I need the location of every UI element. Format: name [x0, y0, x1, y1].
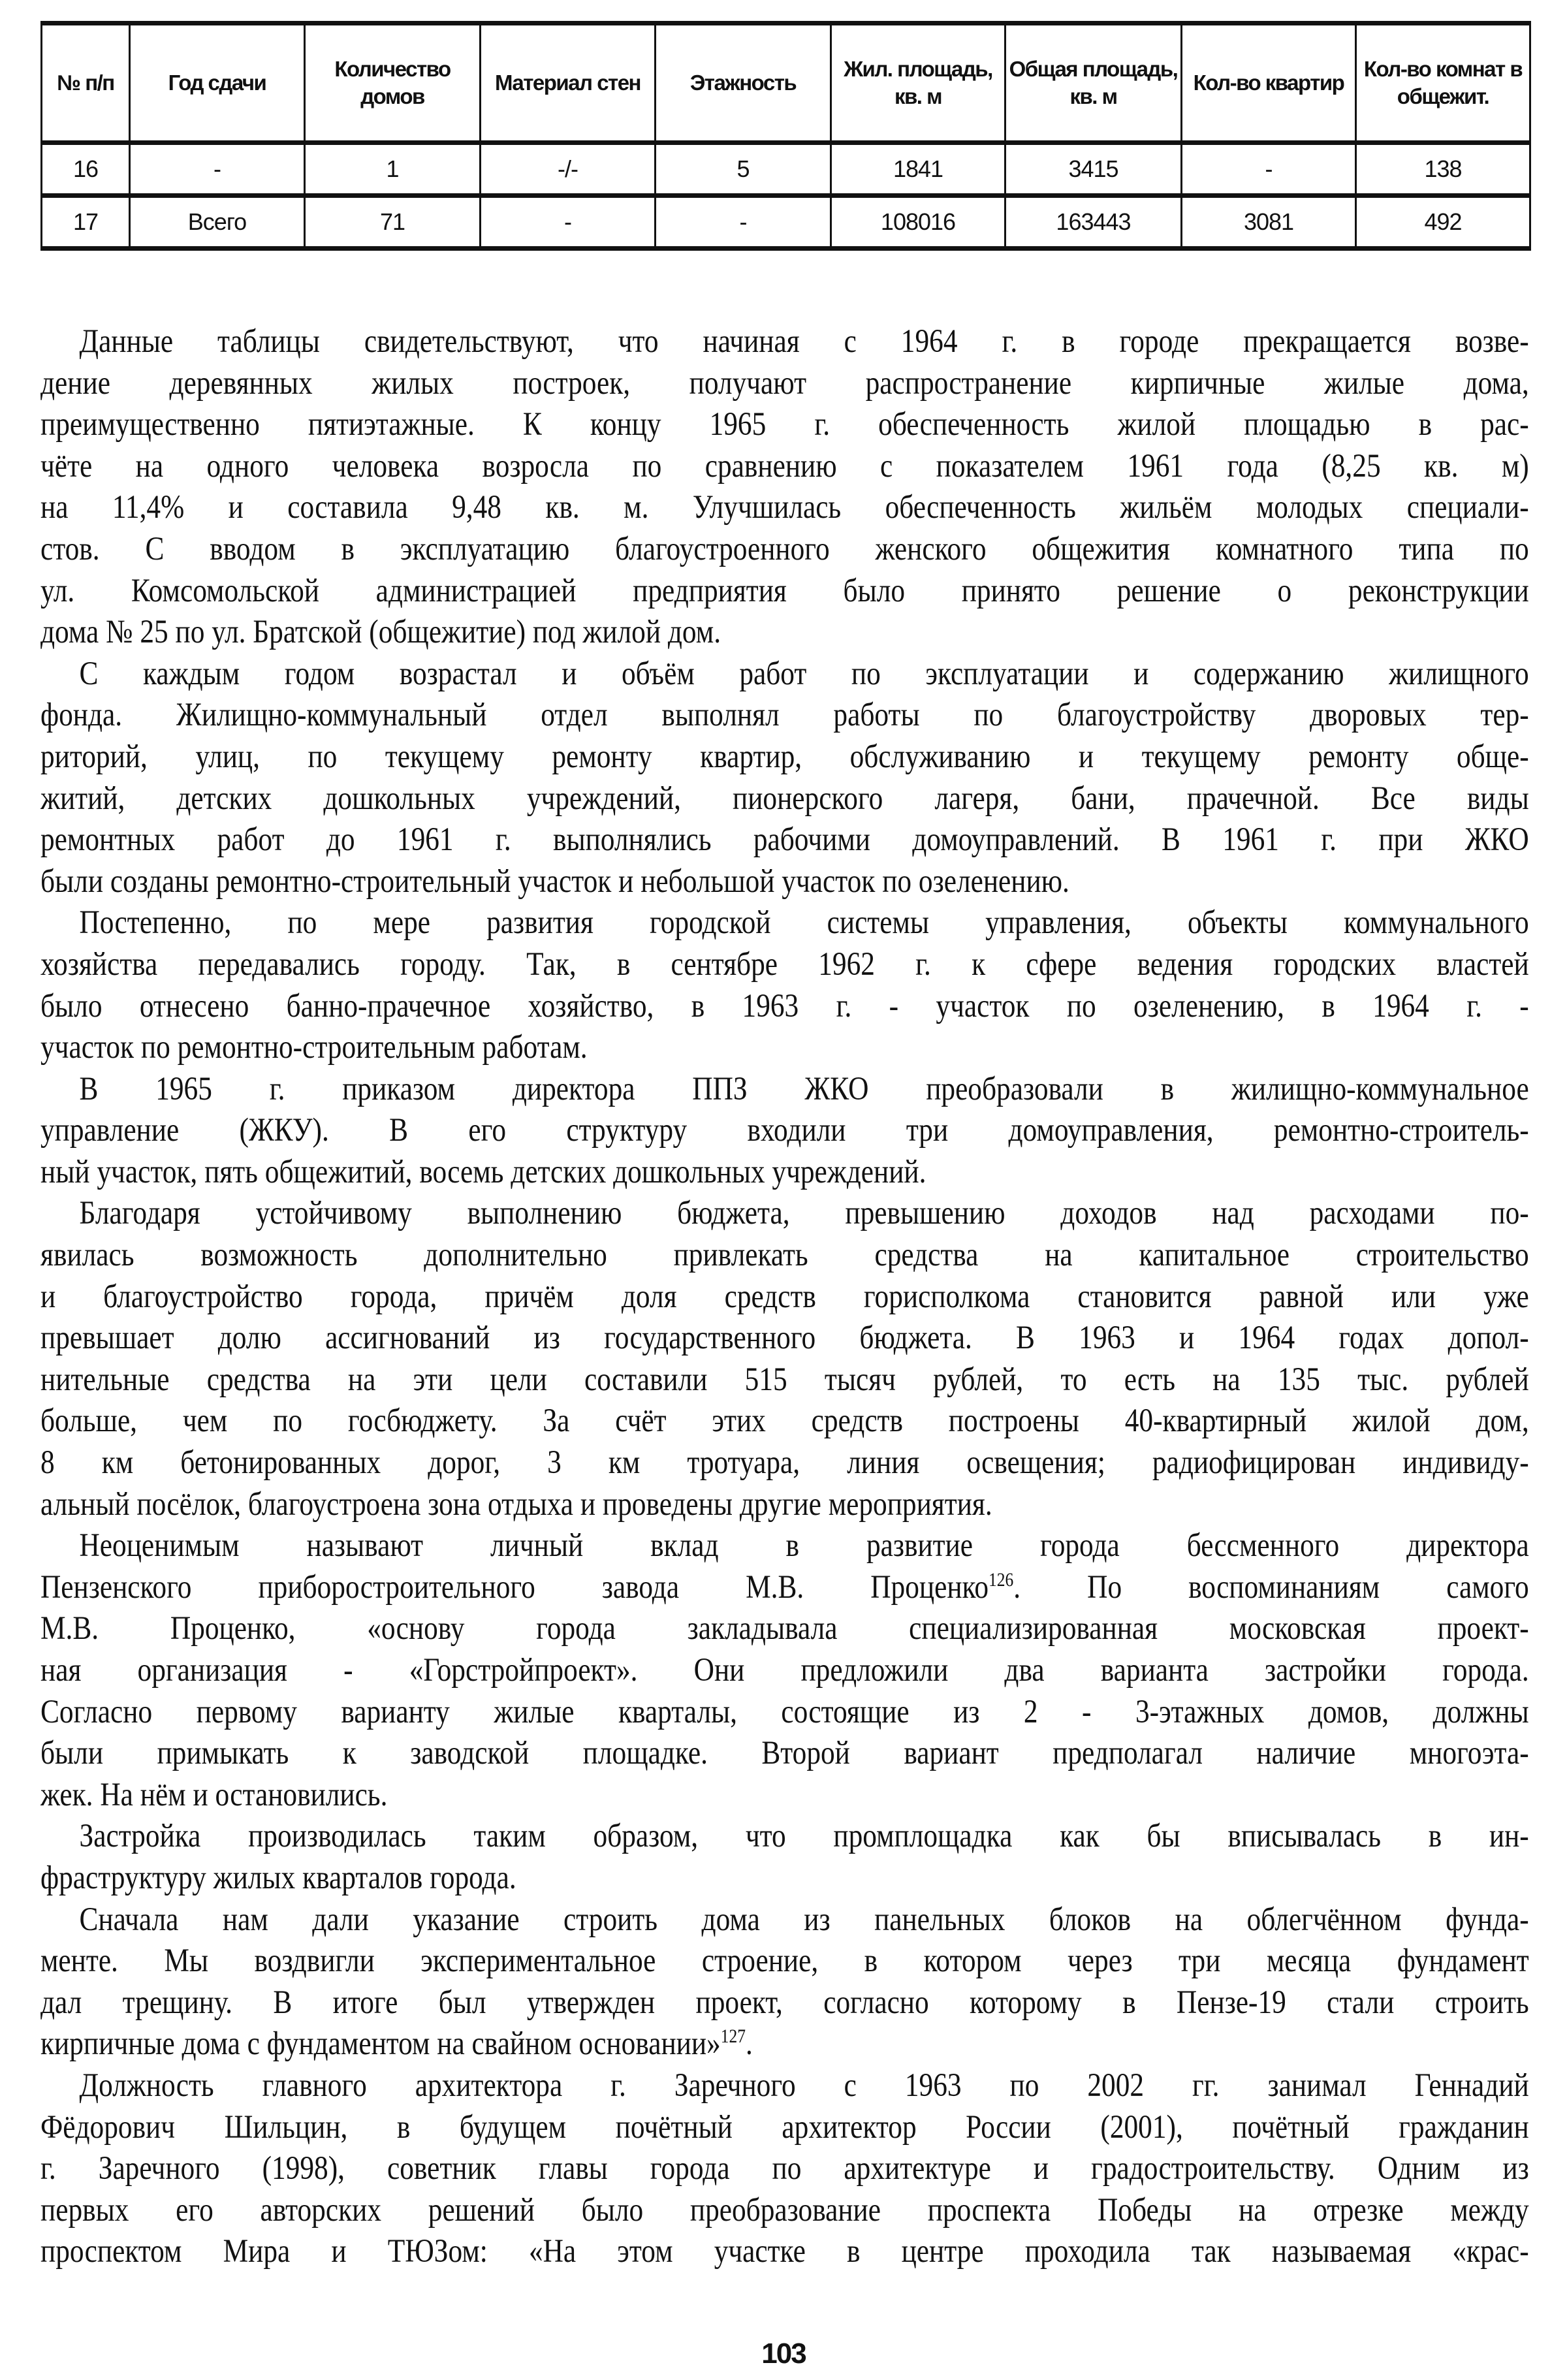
text-line: дение деревянных жилых построек, получают распространение кирпичные жилые дома,: [40, 364, 1529, 402]
paragraph: [40, 902, 1529, 1068]
table-cell: 108016: [831, 196, 1005, 249]
column-header: Жил. площадь, кв. м: [831, 24, 1005, 143]
text-line: Благодаря устойчивому выполнению бюджета, превышению доходов над расходами по-: [79, 1195, 1529, 1232]
text-line: г. Заречного (1998), советник главы города по архитектуре и градостроительству. Одним из: [40, 2150, 1529, 2187]
text-line: управление (ЖКУ). В его структуру входили три домоуправления, ремонтно-строитель-: [40, 1112, 1529, 1149]
table-cell: 17: [42, 196, 130, 249]
text-line: стов. С вводом в эксплуатацию благоустроенного женского общежития комнатного типа по: [40, 530, 1529, 567]
table-row: [42, 196, 1530, 249]
text-line: Должность главного архитектора г. Заречного с 1963 по 2002 гг. занимал Геннадий: [79, 2067, 1529, 2104]
text-line: на 11,4% и составила 9,48 кв. м. Улучшилась обеспеченность жильём молодых специали-: [40, 489, 1529, 526]
text-line: явилась возможность дополнительно привлекать средства на капитальное строительство: [40, 1237, 1529, 1274]
table-row: [42, 143, 1530, 196]
text-line: ремонтных работ до 1961 г. выполнялись рабочими домоуправлений. В 1961 г. при ЖКО: [40, 821, 1529, 859]
text-line: дал трещину. В итоге был утвержден проект, согласно которому в Пензе-19 стали строить: [40, 1984, 1529, 2021]
paragraph: [40, 1193, 1529, 1525]
text-line: были созданы ремонтно-строительный участок и небольшой участок по озеленению.: [40, 863, 1069, 900]
table-cell: 3081: [1182, 196, 1356, 249]
column-header: № п/п: [42, 24, 130, 143]
footnote-ref[interactable]: 127: [720, 2025, 746, 2048]
text-line: С каждым годом возрастал и объём работ по эксплуатации и содержанию жилищного: [79, 655, 1529, 692]
text-line: фраструктуру жилых кварталов города.: [40, 1859, 516, 1896]
text-line: М.В. Проценко, «основу города закладывала специализированная московская проект-: [40, 1610, 1529, 1647]
table-cell: 1841: [831, 143, 1005, 196]
table-cell: -/-: [481, 143, 656, 196]
column-header: Кол-во комнат в общежит.: [1356, 24, 1530, 143]
text-line: Данные таблицы свидетельствуют, что начиная с 1964 г. в городе прекращается возве-: [79, 323, 1529, 360]
text-line: Постепенно, по мере развития городской системы управления, объекты коммунального: [79, 904, 1529, 942]
text-line: и благоустройство города, причём доля средств горисполкома становится равной или уже: [40, 1278, 1529, 1315]
text-line: 8 км бетонированных дорог, 3 км тротуара, линия освещения; радиофицирован индивиду-: [40, 1444, 1529, 1482]
text-line: чёте на одного человека возросла по сравнению с показателем 1961 года (8,25 кв. м): [40, 447, 1529, 484]
text-line: первых его авторских решений было преобразование проспекта Победы на отрезке между: [40, 2191, 1529, 2229]
table-cell: -: [481, 196, 656, 249]
text-line: Застройка производилась таким образом, что промплощадка как бы вписывалась в ин-: [79, 1818, 1529, 1855]
text-line: больше, чем по госбюджету. За счёт этих средств построены 40-квартирный жилой дом,: [40, 1403, 1529, 1440]
text-line: проспектом Мира и ТЮЗом: «На этом участке в центре проходила так называемая «крас-: [40, 2233, 1529, 2270]
text-line: участок по ремонтно-строительным работам.: [40, 1029, 588, 1066]
text-line: было отнесено банно-прачечное хозяйство, в 1963 г. - участок по озеленению, в 1964 г. -: [40, 987, 1529, 1024]
text-line: хозяйства передавались городу. Так, в сентябре 1962 г. к сфере ведения городских властей: [40, 945, 1529, 983]
line-text: Пензенского приборостроительного завода М.В. Проценко: [40, 1568, 989, 1606]
table-cell: 5: [656, 143, 831, 196]
text-line: жек. На нём и остановились.: [40, 1776, 388, 1813]
column-header: Количество домов: [305, 24, 481, 143]
table-cell: -: [1182, 143, 1356, 196]
text-line: превышает долю ассигнований из государственного бюджета. В 1963 и 1964 годах допол-: [40, 1320, 1529, 1357]
footnote-ref[interactable]: 126: [989, 1568, 1014, 1591]
paragraph: [40, 1899, 1529, 2065]
text-line: Неоценимым называют личный вклад в развитие города бессменного директора: [79, 1527, 1529, 1564]
text-line: Сначала нам дали указание строить дома из панельных блоков на облегчённом фунда-: [79, 1901, 1529, 1938]
table-cell: 492: [1356, 196, 1530, 249]
text-line: ул. Комсомольской администрацией предприятия было принято решение о реконструкции: [40, 572, 1529, 609]
paragraph: [40, 1525, 1529, 1816]
paragraph: [40, 1816, 1529, 1899]
table-cell: -: [130, 143, 305, 196]
table-cell: 1: [305, 143, 481, 196]
text-line: преимущественно пятиэтажные. К концу 1965 г. обеспеченность жилой площадью в рас-: [40, 406, 1529, 443]
table-cell: 138: [1356, 143, 1530, 196]
paragraph: [40, 2065, 1529, 2273]
text-line: фонда. Жилищно-коммунальный отдел выполнял работы по благоустройству дворовых тер-: [40, 697, 1529, 734]
line-text: .: [745, 2025, 753, 2063]
paragraph: [40, 321, 1529, 654]
line-text: . По воспоминаниям самого: [1013, 1568, 1529, 1606]
text-line: менте. Мы воздвигли экспериментальное строение, в котором через три месяца фундамент: [40, 1943, 1529, 1980]
paragraph: [40, 654, 1529, 903]
line-text: кирпичные дома с фундаментом на свайном основании»: [40, 2025, 721, 2063]
column-header: Кол-во квартир: [1182, 24, 1356, 143]
text-line: житий, детских дошкольных учреждений, пионерского лагеря, бани, прачечной. Все виды: [40, 780, 1529, 817]
table-cell: 71: [305, 196, 481, 249]
table-cell: 163443: [1005, 196, 1182, 249]
paragraph: [40, 1069, 1529, 1194]
text-line: [40, 2023, 1529, 2065]
text-line: Фёдорович Шильцин, в будущем почётный архитектор России (2001), почётный гражданин: [40, 2108, 1529, 2146]
column-header: Общая площадь, кв. м: [1005, 24, 1182, 143]
table-cell: 16: [42, 143, 130, 196]
table-cell: 3415: [1005, 143, 1182, 196]
column-header: Этажность: [656, 24, 831, 143]
text-line: были примыкать к заводской площадке. Второй вариант предполагал наличие многоэта-: [40, 1735, 1529, 1772]
table-header-row: [42, 24, 1530, 143]
text-line: нительные средства на эти цели составили 515 тысяч рублей, то есть на 135 тыс. рублей: [40, 1361, 1529, 1398]
text-line: ный участок, пять общежитий, восемь детских дошкольных учреждений.: [40, 1153, 926, 1190]
table-cell: Всего: [130, 196, 305, 249]
text-line: риторий, улиц, по текущему ремонту квартир, обслуживанию и текущему ремонту обще-: [40, 738, 1529, 775]
text-line: ная организация - «Горстройпроект». Они предложили два варианта застройки города.: [40, 1652, 1529, 1689]
housing-table: [40, 21, 1531, 251]
text-line: альный посёлок, благоустроена зона отдыха и проведены другие мероприятия.: [40, 1485, 992, 1523]
text-line: Согласно первому варианту жилые кварталы, состоящие из 2 - 3-этажных домов, должны: [40, 1693, 1529, 1730]
column-header: Материал стен: [481, 24, 656, 143]
text-line: дома № 25 по ул. Братской (общежитие) под жилой дом.: [40, 614, 721, 651]
text-line: [40, 1567, 1529, 1609]
table-cell: -: [656, 196, 831, 249]
body-text: [40, 321, 1529, 2273]
text-line: В 1965 г. приказом директора ППЗ ЖКО преобразовали в жилищно-коммунальное: [79, 1070, 1529, 1107]
column-header: Год сдачи: [130, 24, 305, 143]
page-number: 103: [761, 2338, 806, 2370]
